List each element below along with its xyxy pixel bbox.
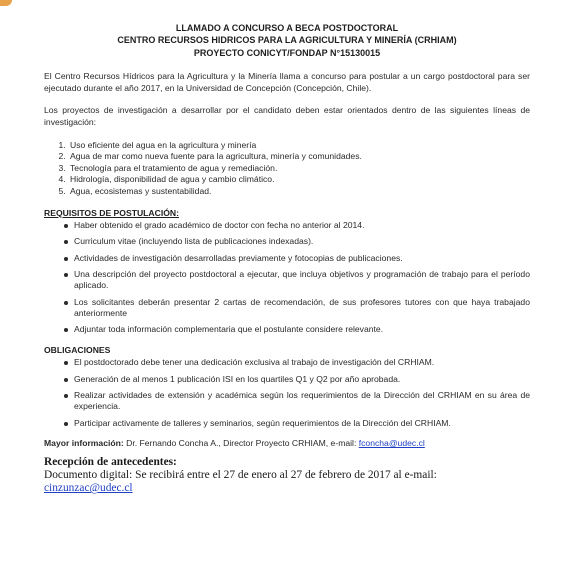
requisito-text: Los solicitantes deberán presentar 2 cartas de recomendación, de sus profesores tutores con que haya trabajado anteriormente [74, 296, 530, 319]
contact-email-link[interactable]: fconcha@udec.cl [358, 438, 425, 449]
bullet-icon [64, 394, 68, 398]
contact-info [44, 438, 530, 450]
intro-paragraph: El Centro Recursos Hídricos para la Agricultura y la Minería llama a concurso para postular a un cargo postdoctoral para ser ejecutado durante el año 2017, en la Universidad de Concepción (Concepción, Chile). [44, 71, 530, 93]
obligacion-text: Generación de al menos 1 publicación ISI en los quartiles Q1 y Q2 por año aprobada. [74, 373, 401, 384]
document-header [44, 22, 530, 59]
requisito-text: Actividades de investigación desarrolladas previamente y fotocopias de publicaciones. [74, 252, 403, 263]
header-title: LLAMADO A CONCURSO A BECA POSTDOCTORAL [175, 23, 399, 33]
obligacion-text: El postdoctorado debe tener una dedicación exclusiva al trabajo de investigación del CRHIAM. [74, 357, 435, 368]
contact-info-label: Mayor información: [44, 438, 124, 449]
document-page [44, 22, 530, 495]
bullet-icon [64, 301, 68, 305]
requisito-item [44, 324, 530, 336]
contact-info-text: Dr. Fernando Concha A., Director Proyecto CRHIAM, e-mail: [126, 438, 357, 449]
header-project: PROYECTO CONICYT/FONDAP N°15130015 [193, 47, 381, 58]
research-line-item: 1. Uso eficiente del agua en la agricultura y minería [68, 140, 530, 152]
requisito-text: Haber obtenido el grado académico de doctor con fecha no anterior al 2014. [74, 220, 365, 231]
reception-section [44, 456, 530, 496]
requisito-text: Curriculum vitae (incluyendo lista de publicaciones indexadas). [74, 236, 314, 247]
requisito-text: Adjuntar toda información complementaria que el postulante considere relevante. [74, 324, 384, 335]
bullet-icon [64, 273, 68, 277]
obligacion-text: Participar activamente de talleres y seminarios, según requerimientos de la Dirección del CRHIAM. [74, 417, 451, 428]
requisito-text: Una descripción del proyecto postdoctoral a ejecutar, que incluya objetivos y programación de trabajo para el período aplicado. [74, 268, 530, 291]
corner-decoration [0, 0, 12, 6]
bullet-icon [64, 422, 68, 426]
reception-email-link[interactable]: cinzunzac@udec.cl [44, 482, 133, 495]
requisitos-list [44, 220, 530, 336]
bullet-icon [64, 361, 68, 365]
requisito-item [44, 297, 530, 320]
obligacion-item [44, 418, 530, 430]
obligaciones-list [44, 357, 530, 429]
requisito-item [44, 236, 530, 248]
requisito-item [44, 269, 530, 292]
bullet-icon [64, 224, 68, 228]
research-line-item: 4. Hidrología, disponibilidad de agua y cambio climático. [68, 174, 530, 186]
research-line-item: 2. Agua de mar como nueva fuente para la agricultura, minería y comunidades. [68, 151, 530, 163]
bullet-icon [64, 240, 68, 244]
bullet-icon [64, 328, 68, 332]
bullet-icon [64, 257, 68, 261]
requisito-item [44, 220, 530, 232]
research-line-item: 3. Tecnología para el tratamiento de agua y remediación. [68, 163, 530, 175]
obligacion-text: Realizar actividades de extensión y académica según los requerimientos de la Dirección del CRHIAM en su área de experiencia. [74, 389, 530, 412]
requisitos-title: REQUISITOS DE POSTULACIÓN: [44, 207, 179, 218]
obligaciones-title: OBLIGACIONES [44, 344, 111, 355]
reception-title: Recepción de antecedentes: [44, 455, 177, 468]
requisito-item [44, 253, 530, 265]
obligacion-item [44, 357, 530, 369]
obligacion-item [44, 390, 530, 413]
research-lines-list [44, 140, 530, 198]
research-line-item: 5. Agua, ecosistemas y sustentabilidad. [68, 186, 530, 198]
lines-intro-paragraph: Los proyectos de investigación a desarrollar por el candidato deben estar orientados dentro de las siguientes líneas de investigación: [44, 105, 530, 127]
bullet-icon [64, 378, 68, 382]
reception-text: Documento digital: Se recibirá entre el 27 de enero al 27 de febrero de 2017 al e-mail: [44, 469, 437, 482]
obligacion-item [44, 374, 530, 386]
header-center-name: CENTRO RECURSOS HIDRICOS PARA LA AGRICULTURA Y MINERÍA (CRHIAM) [117, 35, 457, 46]
